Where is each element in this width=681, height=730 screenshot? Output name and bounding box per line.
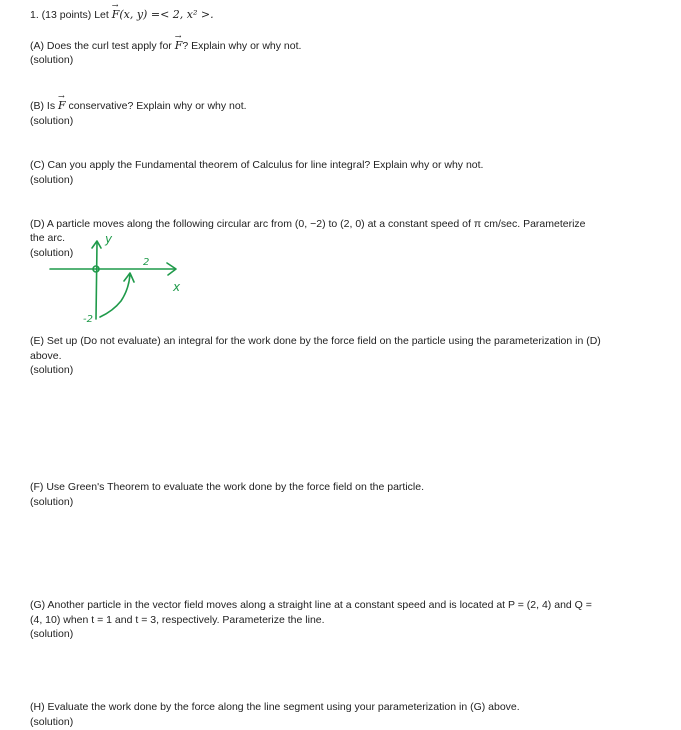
problem-formula: (x, y) =< 2, x² >. (119, 8, 214, 21)
handwritten-arc-sketch (45, 229, 195, 324)
part-g-question-line1: (G) Another particle in the vector field moves along a straight line at a constant speed and is located at P = (2, 4) and Q = (30, 599, 592, 611)
problem-header (30, 8, 650, 22)
part-h-question: (H) Evaluate the work done by the force along the line segment using your parameterization in (G) above. (30, 701, 520, 713)
part-b-text-post: conservative? Explain why or why not. (65, 100, 247, 112)
part-d-question-line1: (D) A particle moves along the following circular arc from (0, −2) to (2, 0) at a constant speed of π cm/sec. Parameterize (30, 218, 586, 230)
part-c-solution: (solution) (30, 174, 74, 186)
part-h-solution: (solution) (30, 716, 74, 728)
label-two: 2 (143, 257, 150, 268)
part-b-question (30, 99, 650, 113)
y-axis-line (96, 243, 97, 319)
part-b-text-pre: (B) Is (30, 100, 58, 112)
part-g-solution: (solution) (30, 628, 74, 640)
label-neg-two: -2 (83, 314, 93, 324)
problem-prefix: 1. (13 points) Let (30, 9, 112, 21)
part-b-solution: (solution) (30, 115, 74, 127)
part-e-solution: (solution) (30, 364, 74, 376)
part-g-question-line2: (4, 10) when t = 1 and t = 3, respectively. Parameterize the line. (30, 614, 325, 626)
part-e-question-line1: (E) Set up (Do not evaluate) an integral for the work done by the force field on the particle using the parameterization in (D) (30, 335, 601, 347)
part-d-solution: (solution) (30, 247, 74, 259)
vector-F-symbol: → F (175, 39, 183, 53)
part-a-solution: (solution) (30, 54, 74, 66)
vector-F-symbol: → F (112, 8, 120, 22)
label-x: x (173, 280, 181, 294)
part-f-question: (F) Use Green's Theorem to evaluate the work done by the force field on the particle. (30, 481, 425, 493)
part-c-question: (C) Can you apply the Fundamental theorem of Calculus for line integral? Explain why or why not. (30, 159, 484, 171)
part-a-text-pre: (A) Does the curl test apply for (30, 40, 175, 52)
part-a-text-post: ? Explain why or why not. (182, 40, 302, 52)
label-y: y (105, 232, 113, 246)
vector-F-symbol: → F (58, 99, 66, 113)
part-e-question-line2: above. (30, 350, 62, 362)
part-a-question (30, 39, 650, 53)
part-d-question-line2: the arc. (30, 232, 66, 244)
circular-arc (100, 274, 130, 317)
part-f-solution: (solution) (30, 496, 74, 508)
